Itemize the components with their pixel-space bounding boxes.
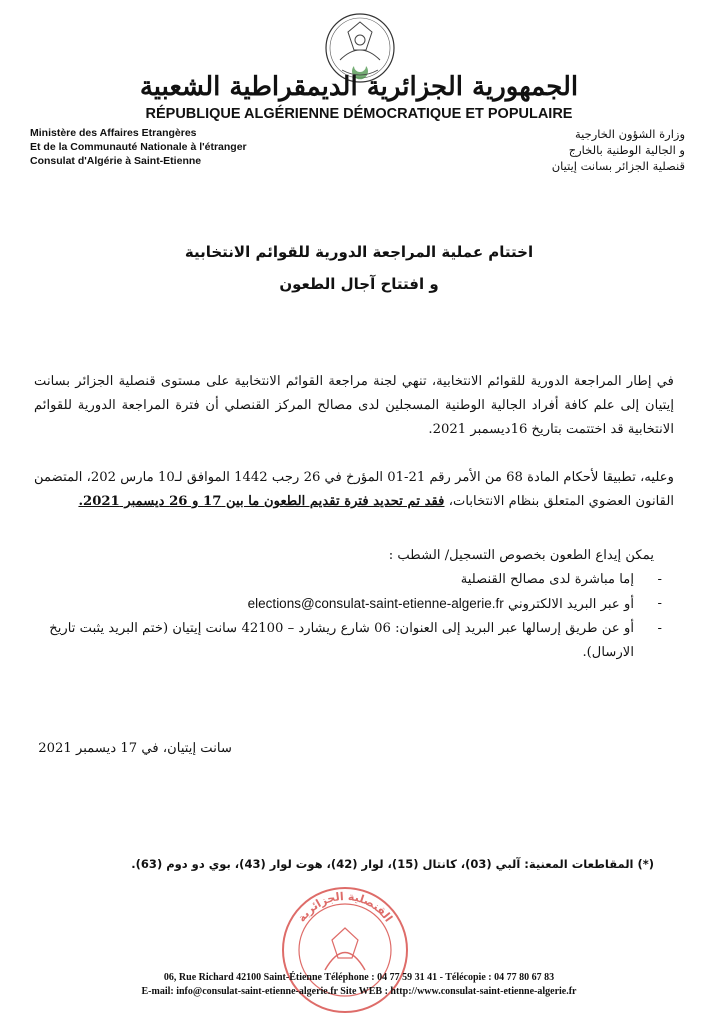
list-item-text: أو عن طريق إرسالها عبر البريد إلى العنوان: 06 شارع ريشارد – 42100 سانت إيتيان (ختم البريد يثبت تاريخ الارسال). [49, 621, 634, 660]
subject-line-1: اختتام عملية المراجعة الدورية للقوائم الانتخابية [184, 243, 534, 261]
list-intro: يمكن إيداع الطعون بخصوص التسجيل/ الشطب : [388, 548, 654, 563]
list-item-text: أو عبر البريد الالكتروني [503, 597, 634, 612]
header-fr-line: Consulat d'Algérie à Saint-Etienne [30, 155, 202, 167]
header-fr-line: Ministère des Affaires Etrangères [30, 127, 197, 139]
list-item [34, 592, 674, 617]
place-date: سانت إيتيان، في 17 ديسمبر 2021 [38, 741, 232, 756]
stamp-text: القنصلية الجزائرية [295, 889, 396, 925]
appeal-period-emphasis: فقد تم تحديد فترة تقديم الطعون ما بين 17 و 26 ديسمبر 2021. [78, 494, 445, 509]
header-ar-line: و الجالية الوطنية بالخارج [568, 143, 685, 157]
paragraph-1: في إطار المراجعة الدورية للقوائم الانتخابية، تنهي لجنة مراجعة القوائم الانتخابية على مستوى قنصلية الجزائر بسانت إيتيان إلى علم كافة أفراد الجالية الوطنية المسجلين لدى مصالح المركز القنصلي أن فترة المراجعة الدورية للقوائم الانتخابية قد اختتمت بتاريخ 16ديسمبر 2021. [34, 374, 674, 437]
list-dash: - [657, 596, 662, 611]
list-item [34, 568, 674, 592]
elections-email-link[interactable]: elections@consulat-saint-etienne-algerie.fr [247, 596, 504, 611]
arabic-republic-title: الجمهورية الجزائرية الديمقراطية الشعبية [139, 72, 579, 102]
header-ar-line: قنصلية الجزائر بسانت إيتيان [551, 159, 685, 173]
list-item-text: إما مباشرة لدى مصالح القنصلية [460, 572, 634, 587]
footer-contact-line: 06, Rue Richard 42100 Saint-Étienne Téléphone : 04 77 59 31 41 - Télécopie : 04 77 80 67 83 [163, 972, 555, 983]
french-republic-title: RÉPUBLIQUE ALGÉRIENNE DÉMOCRATIQUE ET POPULAIRE [145, 106, 573, 122]
list-dash: - [657, 572, 662, 587]
footer-web-line: E-mail: info@consulat-saint-etienne-algerie.fr Site WEB : http://www.consulat-saint-etienne-algerie.fr [141, 986, 577, 997]
ministry-header-ar [435, 126, 685, 174]
list-item [34, 617, 674, 665]
ministry-header-fr [30, 126, 310, 168]
paragraph-2 [34, 466, 674, 514]
list-dash: - [657, 621, 662, 636]
subject-line-2: و افتتاح آجال الطعون [279, 275, 439, 293]
header-fr-line: Et de la Communauté Nationale à l'étranger [30, 141, 247, 153]
consulate-stamp [270, 880, 420, 1020]
paragraph-2-text: وعليه، تطبيقا لأحكام المادة 68 من الأمر رقم 21-01 المؤرخ في 26 رجب 1442 الموافق لـ10 مارس 202، المتضمن القانون العضوي المتعلق بنظام الانتخابات، [34, 470, 675, 509]
districts-note: (*) المقاطعات المعنية: آلبي (03)، كانتال (15)، لوار (42)، هوت لوار (43)، بوي دو دوم (63). [131, 857, 654, 871]
submission-methods-list [34, 568, 674, 665]
header-ar-line: وزارة الشؤون الخارجية [574, 127, 685, 141]
